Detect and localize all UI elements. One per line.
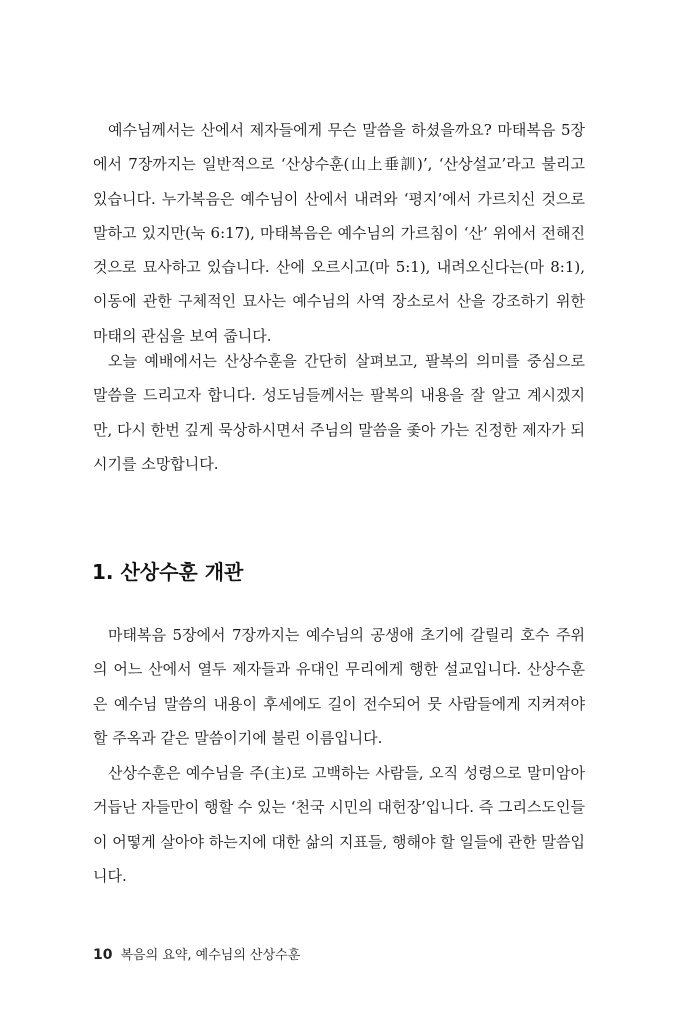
page-number: 10 xyxy=(93,947,113,963)
paragraph-section-2 xyxy=(93,756,585,893)
paragraph-section-1 xyxy=(93,618,585,755)
paragraph-intro-2 xyxy=(93,344,585,481)
paragraph-text: 오늘 예배에서는 산상수훈을 간단히 살펴보고, 팔복의 의미를 중심으로 말씀을 드리고자 합니다. 성도님들께서는 팔복의 내용을 잘 알고 계시겠지만, 다시 한번 깊게 묵상하시면서 주님의 말씀을 좇아 가는 진정한 제자가 되시기를 소망합니다. xyxy=(93,352,585,473)
paragraph-text: 마태복음 5장에서 7장까지는 예수님의 공생애 초기에 갈릴리 호수 주위의 어느 산에서 열두 제자들과 유대인 무리에게 행한 설교입니다. 산상수훈은 예수님 말씀의 내용이 후세에도 길이 전수되어 뭇 사람들에게 지켜져야 할 주옥과 같은 말씀이기에 불린 이름입니다. xyxy=(93,626,585,747)
section-heading: 1. 산상수훈 개관 xyxy=(92,560,244,584)
paragraph-text: 예수님께서는 산에서 제자들에게 무슨 말씀을 하셨을까요? 마태복음 5장에서 7장까지는 일반적으로 ‘산상수훈(山上垂訓)’, ‘산상설교’라고 불리고 있습니다. 누가복음은 예수님이 산에서 내려와 ‘평지’에서 가르치신 것으로 말하고 있지만(눅 6:17), 마태복음은 예수님의 가르침이 ‘산’ 위에서 전해진 것으로 묘사하고 있습니다. 산에 오르시고(마 5:1), 내려오신다는(마 8:1), 이동에 관한 구체적인 묘사는 예수님의 사역 장소로서 산을 강조하기 위한 마태의 관심을 보여 줍니다. xyxy=(93,121,585,345)
paragraph-intro-1 xyxy=(93,113,585,353)
paragraph-text: 산상수훈은 예수님을 주(主)로 고백하는 사람들, 오직 성령으로 말미암아 거듭난 자들만이 행할 수 있는 ‘천국 시민의 대헌장’입니다. 즉 그리스도인들이 어떻게 살아야 하는지에 대한 삶의 지표들, 행해야 할 일들에 관한 말씀입니다. xyxy=(93,764,585,885)
running-title: 복음의 요약, 예수님의 산상수훈 xyxy=(120,948,301,963)
page-footer xyxy=(93,944,300,963)
